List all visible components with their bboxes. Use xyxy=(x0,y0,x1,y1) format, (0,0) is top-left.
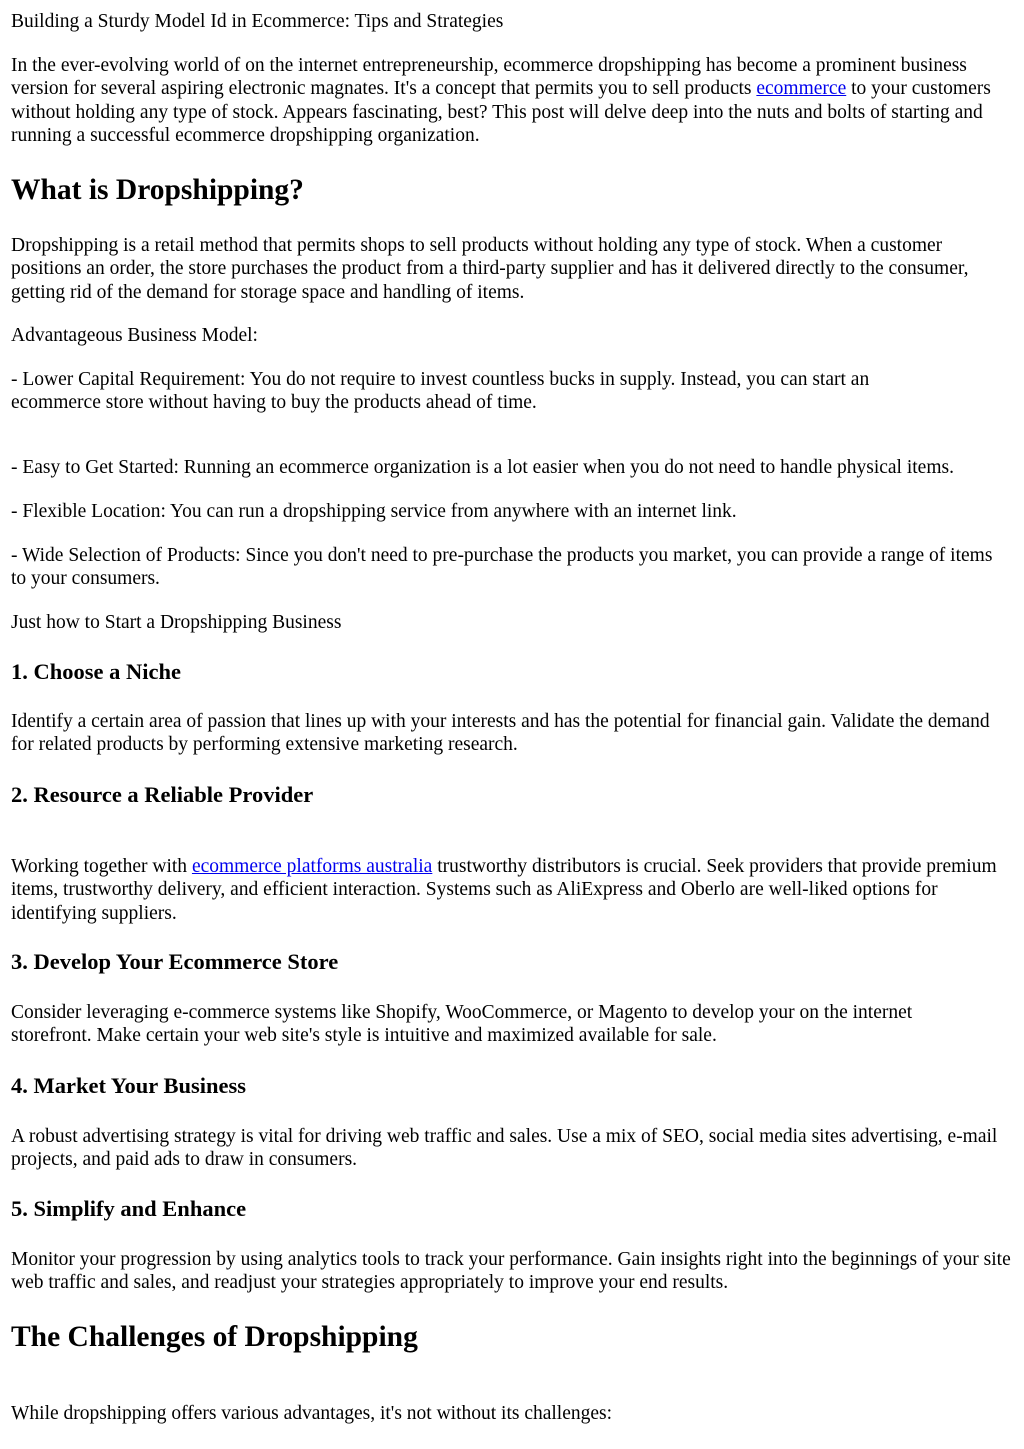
intro-text-start: In the ever-evolving world of on the internet entrepreneurship, ecommerce dropshipping has become a prominent business version for several aspiring electronic magnates. It's a concept that permits you to sell products xyxy=(11,55,967,100)
step1-heading: 1. Choose a Niche xyxy=(11,659,181,684)
step2-heading: 2. Resource a Reliable Provider xyxy=(11,782,314,807)
intro-paragraph xyxy=(11,54,1016,147)
dropshipping-definition: Dropshipping is a retail method that permits shops to sell products without holding any type of stock. When a customer positions an order, the store purchases the product from a third-party supplier and has it delivered directly to the consumer, getting rid of the demand for storage space and handling of items. xyxy=(11,235,969,303)
intro-text-end: to your customers without holding any type of stock. Appears fascinating, best? This post will delve deep into the nuts and bolts of starting and running a successful ecommerce dropshipping organization. xyxy=(11,78,991,146)
step3-paragraph: Consider leveraging e-commerce systems like Shopify, WooCommerce, or Magento to develop your on the internet storefront. Make certain your web site's style is intuitive and maximized available for sale. xyxy=(11,1002,913,1047)
step5-paragraph: Monitor your progression by using analytics tools to track your performance. Gain insights right into the beginnings of your site web traffic and sales, and readjust your strategies appropriately to improve your end results. xyxy=(11,1249,1011,1294)
advantage-flexible-location: - Flexible Location: You can run a dropshipping service from anywhere with an internet link. xyxy=(11,501,737,522)
step3-heading: 3. Develop Your Ecommerce Store xyxy=(11,949,339,974)
challenges-intro: While dropshipping offers various advantages, it's not without its challenges: xyxy=(11,1403,613,1424)
advantage-easy-start: - Easy to Get Started: Running an ecommerce organization is a lot easier when you do not need to handle physical items. xyxy=(11,457,954,478)
advantage-wide-selection: - Wide Selection of Products: Since you don't need to pre-purchase the products you market, you can provide a range of items to your consumers. xyxy=(11,545,993,590)
page-title: Building a Sturdy Model Id in Ecommerce: Tips and Strategies xyxy=(11,11,504,32)
ecommerce-platforms-australia-link[interactable]: ecommerce platforms australia xyxy=(191,856,433,877)
step2-text-start: Working together with xyxy=(11,856,192,877)
step5-heading: 5. Simplify and Enhance xyxy=(11,1196,247,1221)
howto-label: Just how to Start a Dropshipping Business xyxy=(11,612,342,633)
step2-text-end: trustworthy distributors is crucial. Seek providers that provide premium items, trustworthy delivery, and efficient interaction. Systems such as AliExpress and Oberlo are well-liked options for identifying suppliers. xyxy=(11,856,997,924)
advantages-label: Advantageous Business Model: xyxy=(11,325,258,346)
heading-challenges: The Challenges of Dropshipping xyxy=(11,1321,418,1353)
ecommerce-link[interactable]: ecommerce xyxy=(756,78,847,100)
step4-paragraph: A robust advertising strategy is vital for driving web traffic and sales. Use a mix of SEO, social media sites advertising, e-mail projects, and paid ads to draw in consumers. xyxy=(11,1126,998,1171)
step2-paragraph xyxy=(11,855,1001,925)
step4-heading: 4. Market Your Business xyxy=(11,1073,247,1098)
heading-what-is-dropshipping: What is Dropshipping? xyxy=(11,174,304,206)
advantage-lower-capital: - Lower Capital Requirement: You do not require to invest countless bucks in supply. Instead, you can start an ecommerce store without having to buy the products ahead of time. xyxy=(11,369,870,414)
step1-paragraph: Identify a certain area of passion that lines up with your interests and has the potential for financial gain. Validate the demand for related products by performing extensive marketing research. xyxy=(11,711,990,756)
